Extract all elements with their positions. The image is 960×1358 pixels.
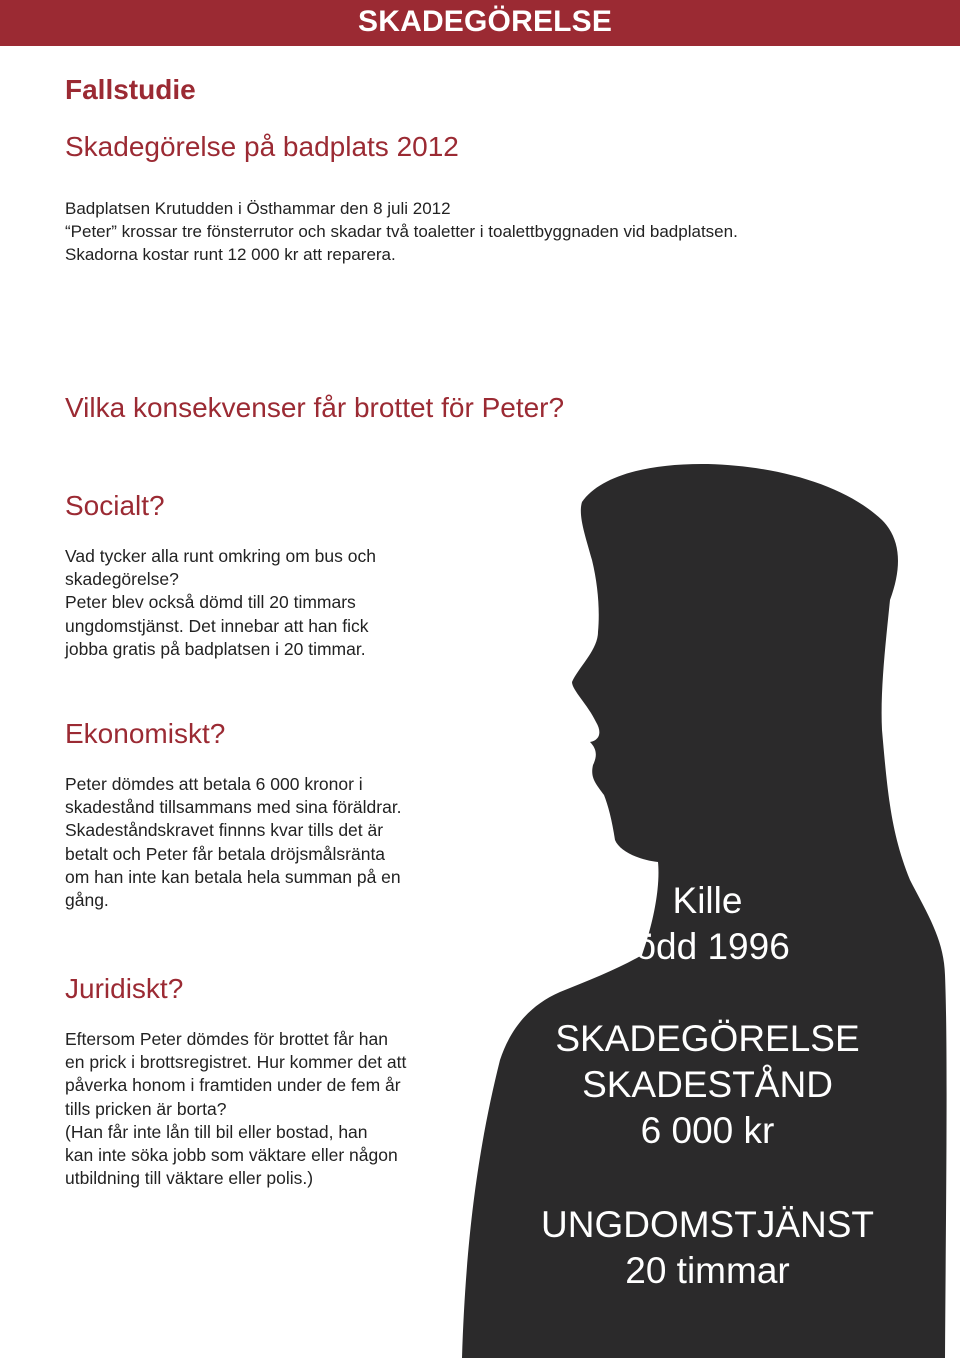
- text-line: ungdomstjänst. Det innebar att han fick: [65, 615, 369, 636]
- case-title: Skadegörelse på badplats 2012: [65, 131, 459, 162]
- consequence-question: Vilka konsekvenser får brottet för Peter?: [65, 392, 565, 423]
- economic-heading: Ekonomiskt?: [65, 718, 226, 749]
- text-line: Skadeståndskravet finnns kvar tills det är: [65, 820, 384, 841]
- crime-info: [520, 1016, 895, 1154]
- text-line: Peter blev också dömd till 20 timmars: [65, 592, 356, 613]
- intro-line: Badplatsen Krutudden i Östhammar den 8 juli 2012: [65, 199, 451, 218]
- sentence-type: UNGDOMSTJÄNST: [541, 1204, 874, 1245]
- crime-type: SKADEGÖRELSE: [555, 1018, 860, 1059]
- text-line: en prick i brottsregistret. Hur kommer det att: [65, 1052, 407, 1073]
- text-line: påverka honom i framtiden under de fem år: [65, 1075, 401, 1096]
- case-label: Fallstudie: [65, 74, 196, 105]
- text-line: (Han får inte lån till bil eller bostad, han: [65, 1121, 368, 1142]
- text-line: skadestånd tillsammans med sina föräldrar.: [65, 797, 402, 818]
- person-birth-year: född 1996: [625, 926, 790, 967]
- sentence-hours: 20 timmar: [625, 1250, 790, 1291]
- damages-label: SKADESTÅND: [582, 1064, 833, 1105]
- text-line: gång.: [65, 890, 109, 911]
- banner-title: SKADEGÖRELSE: [358, 5, 613, 38]
- text-line: tills pricken är borta?: [65, 1098, 227, 1119]
- social-heading: Socialt?: [65, 490, 165, 521]
- sentence-info: [520, 1202, 895, 1294]
- person-gender: Kille: [672, 880, 743, 921]
- damages-amount: 6 000 kr: [640, 1110, 775, 1151]
- text-line: om han inte kan betala hela summan på en: [65, 866, 401, 887]
- text-line: utbildning till väktare eller polis.): [65, 1168, 314, 1189]
- text-line: jobba gratis på badplatsen i 20 timmar.: [65, 638, 366, 659]
- text-line: Vad tycker alla runt omkring om bus och: [65, 546, 376, 566]
- text-line: skadegörelse?: [65, 569, 179, 590]
- intro-line: “Peter” krossar tre fönsterrutor och skadar två toaletter i toalettbyggnaden vid badplatsen.: [65, 222, 738, 241]
- intro-line: Skadorna kostar runt 12 000 kr att reparera.: [65, 245, 396, 264]
- text-line: betalt och Peter får betala dröjsmålsränta: [65, 843, 386, 864]
- legal-heading: Juridiskt?: [65, 973, 184, 1004]
- text-line: Peter dömdes att betala 6 000 kronor i: [65, 774, 363, 794]
- text-line: Eftersom Peter dömdes för brottet får han: [65, 1029, 388, 1049]
- person-info: [520, 878, 895, 970]
- text-line: kan inte söka jobb som väktare eller någon: [65, 1145, 398, 1166]
